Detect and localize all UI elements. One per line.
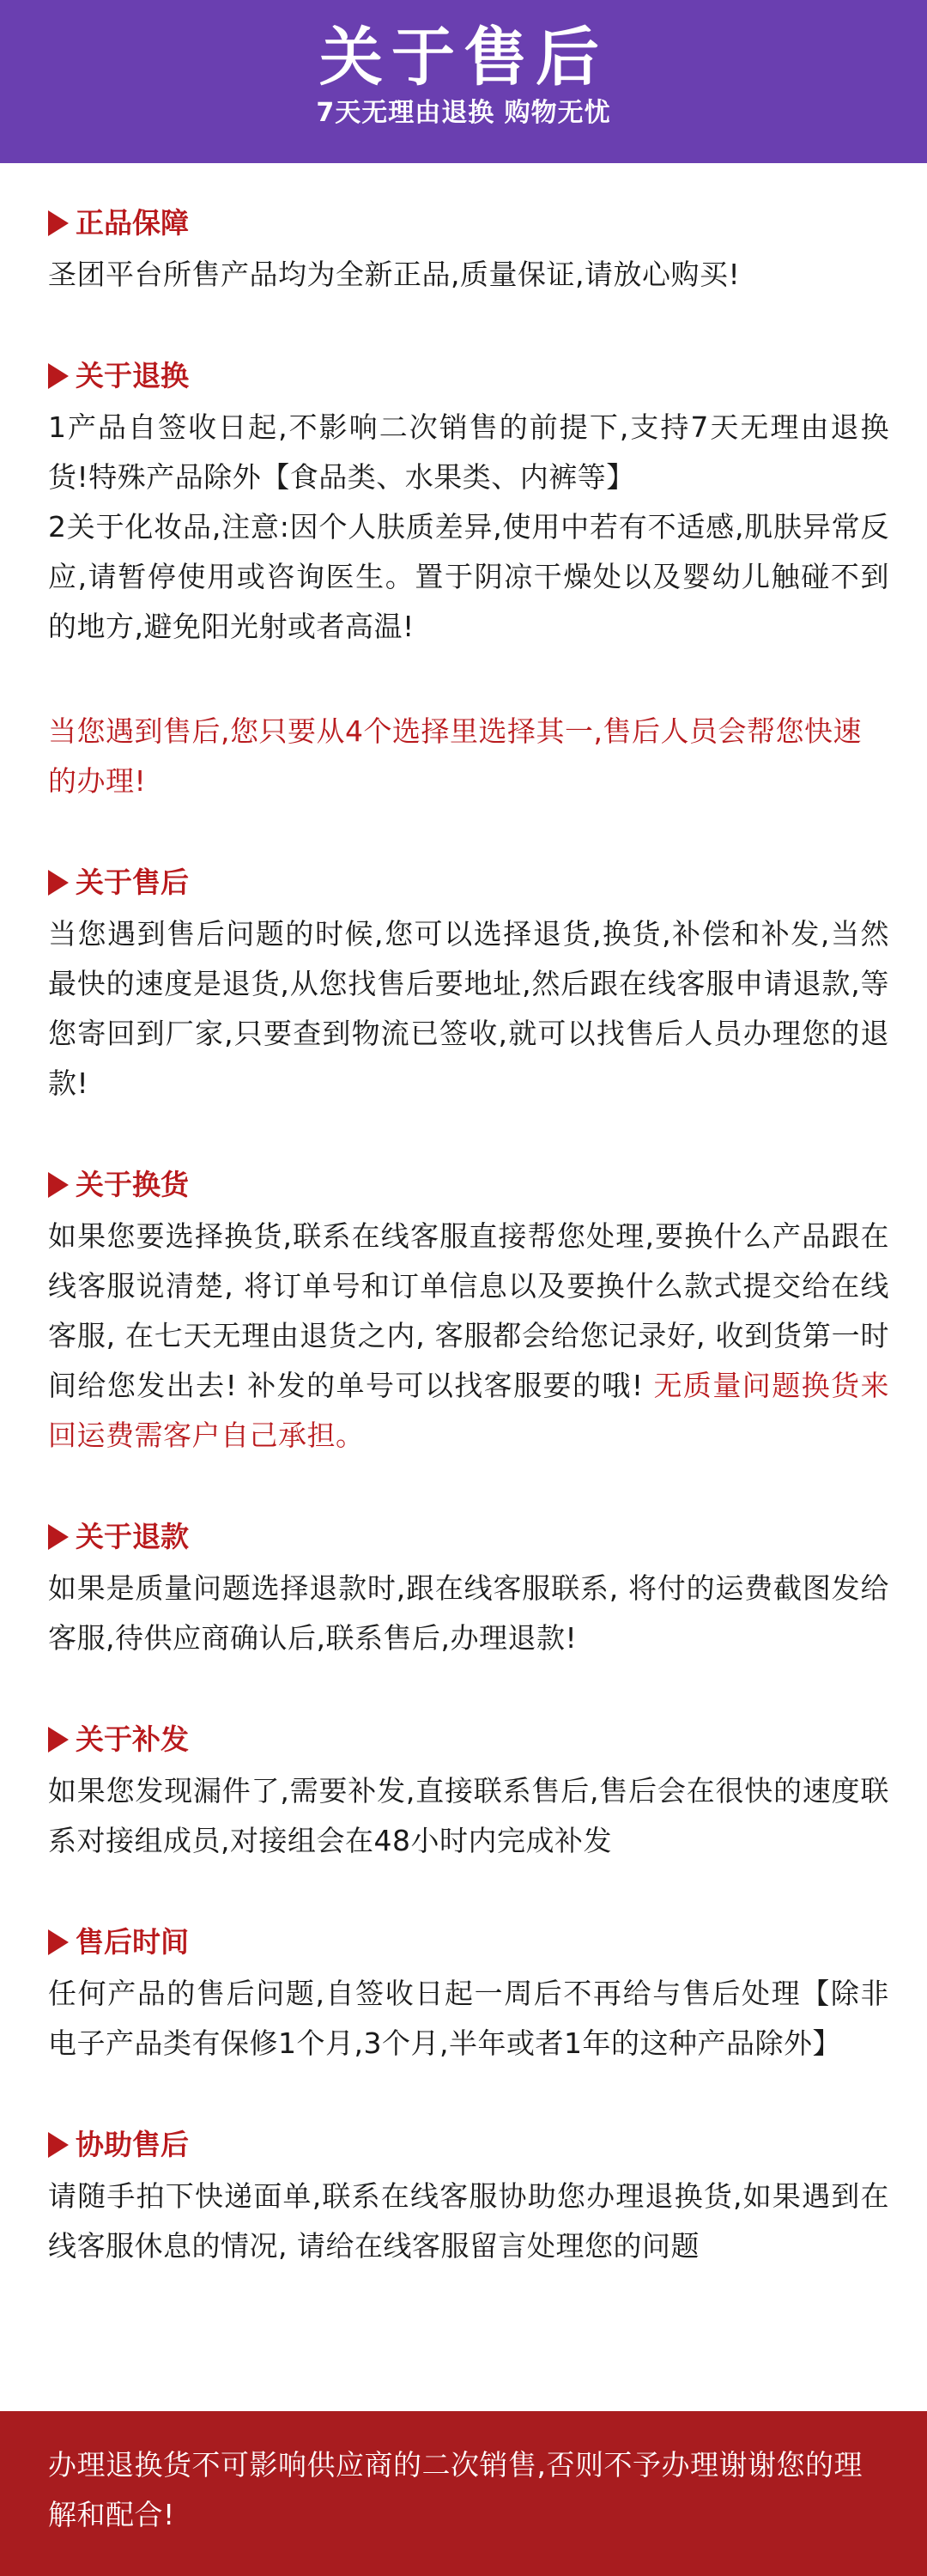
section-refund — [48, 1516, 889, 1663]
triangle-bullet-icon — [48, 1524, 69, 1550]
footer-banner — [0, 2411, 927, 2576]
section-heading — [48, 202, 889, 245]
section-genuine — [48, 202, 889, 300]
section-after-sales — [48, 861, 889, 1109]
triangle-bullet-icon — [48, 1172, 69, 1198]
page-title: 关于售后 — [319, 21, 608, 94]
section-paragraph: 请随手拍下快递面单,联系在线客服协助您办理退换货,如果遇到在线客服休息的情况, 请给在线客服留言处理您的问题 — [48, 2179, 889, 2263]
section-exchange — [48, 1163, 889, 1461]
section-paragraph: 任何产品的售后问题,自签收日起一周后不再给与售后处理【除非电子产品类有保修1个月,3个月,半年或者1年的这种产品除外】 — [48, 1977, 889, 2060]
section-heading-label: 正品保障 — [76, 206, 189, 240]
triangle-bullet-icon — [48, 2132, 69, 2158]
section-heading — [48, 2123, 889, 2166]
section-heading — [48, 1163, 889, 1206]
after-sales-notice: 当您遇到售后,您只要从4个选择里选择其一,售后人员会帮您快速的办理! — [48, 714, 862, 798]
section-heading-label: 关于补发 — [76, 1722, 189, 1756]
exchange-text: 如果您要选择换货,联系在线客服直接帮您处理,要换什么产品跟在线客服说清楚, 将订单号和订单信息以及要换什么款式提交给在线客服, 在七天无理由退货之内, 客服都会给您记录好, 收到货第一时间给您发出去! 补发的单号可以找客服要的哦! — [48, 1219, 889, 1402]
section-heading-label: 售后时间 — [76, 1925, 189, 1959]
triangle-bullet-icon — [48, 210, 69, 236]
section-paragraph: 如果您发现漏件了,需要补发,直接联系售后,售后会在很快的速度联系对接组成员,对接组会在48小时内完成补发 — [48, 1774, 889, 1857]
exchange-shipping-warning: 无质量问题换货来回运费需客户自己承担。 — [48, 1369, 890, 1452]
section-paragraph: 2关于化妆品,注意:因个人肤质差异,使用中若有不适感,肌肤异常反应,请暂停使用或咨询医生。置于阴凉干燥处以及婴幼儿触碰不到的地方,避免阳光射或者高温! — [48, 510, 889, 643]
section-heading-label: 关于退换 — [76, 359, 189, 392]
section-heading-label: 协助售后 — [76, 2128, 189, 2161]
section-heading-label: 关于换货 — [76, 1168, 189, 1201]
section-paragraph: 如果是质量问题选择退款时,跟在线客服联系, 将付的运费截图发给客服,待供应商确认后,联系售后,办理退款! — [48, 1571, 889, 1655]
content-body — [48, 202, 889, 2326]
section-exchange-return — [48, 355, 889, 652]
footer-text: 办理退换货不可影响供应商的二次销售,否则不予办理谢谢您的理解和配合! — [48, 2448, 863, 2531]
section-paragraph — [48, 1212, 889, 1461]
section-paragraph: 1产品自签收日起,不影响二次销售的前提下,支持7天无理由退换货!特殊产品除外【食品类、水果类、内裤等】 — [48, 410, 889, 494]
page-header — [0, 0, 927, 163]
triangle-bullet-icon — [48, 1727, 69, 1753]
page-subtitle: 7天无理由退换 购物无忧 — [316, 98, 611, 128]
section-paragraph: 当您遇到售后问题的时候,您可以选择退货,换货,补偿和补发,当然最快的速度是退货,从您找售后要地址,然后跟在线客服申请退款,等您寄回到厂家,只要查到物流已签收,就可以找售后人员办理您的退款! — [48, 917, 889, 1100]
section-heading — [48, 1516, 889, 1558]
section-heading — [48, 1718, 889, 1761]
section-heading — [48, 1921, 889, 1964]
triangle-bullet-icon — [48, 363, 69, 389]
section-reissue — [48, 1718, 889, 1866]
section-time — [48, 1921, 889, 2069]
triangle-bullet-icon — [48, 1929, 69, 1955]
section-assist — [48, 2123, 889, 2271]
section-heading-label: 关于售后 — [76, 866, 189, 899]
triangle-bullet-icon — [48, 870, 69, 896]
section-paragraph: 圣团平台所售产品均为全新正品,质量保证,请放心购买! — [48, 258, 741, 291]
section-heading-label: 关于退款 — [76, 1520, 189, 1553]
section-heading — [48, 861, 889, 904]
section-heading — [48, 355, 889, 398]
